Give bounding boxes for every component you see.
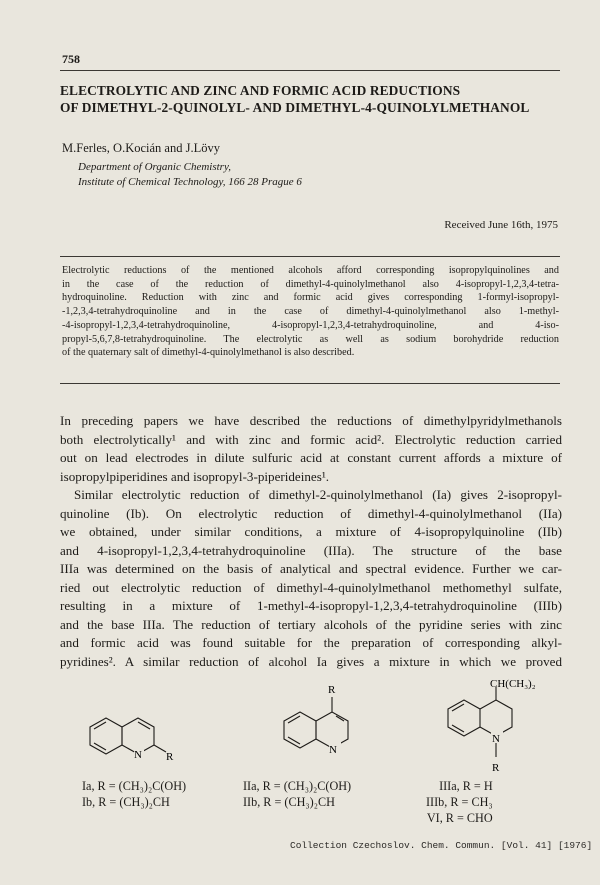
structure-label-line: IIIb, R = CH₃ [426, 795, 493, 809]
structure-quinoline-2 [80, 705, 190, 775]
abstract-line: -1,2,3,4-tetrahydroquinoline and in the case of dimethyl-4-quinolylmethanol also 1-methyl- [62, 306, 559, 318]
structure-label-line: IIIa, R = H [439, 779, 493, 793]
body-line: both electrolytically¹ and with zinc and formic acid². Electrolytic reduction carried [60, 431, 562, 447]
body-line: pyridines². A similar reduction of alcohol Ia gives a mixture in which we proved [60, 653, 562, 669]
structure-quinoline-4 [278, 681, 368, 771]
structure-label [82, 778, 186, 810]
structure-label-line: IIa, R = (CH₃)₂C(OH) [243, 779, 352, 793]
body-line: and formic acid was found suitable for the preparation of corresponding alkyl- [60, 635, 562, 650]
body-line: and the base IIIa. The reduction of tertiary alcohols of the pyridine series with zinc [60, 616, 562, 632]
title-line-2: OF DIMETHYL-2-QUINOLYL- AND DIMETHYL-4-QUINOLYLMETHANOL [60, 100, 530, 115]
affiliation-line-2: Institute of Chemical Technology, 166 28 Prague 6 [78, 176, 302, 188]
body-line: In preceding papers we have described the reductions of dimethylpyridylmethanols [60, 413, 562, 428]
abstract-line: propyl-5,6,7,8-tetrahydroquinoline. The electrolytic as well as sodium borohydride reduction [62, 333, 559, 345]
abstract-line: Electrolytic reductions of the mentioned alcohols afford corresponding isopropylquinolines and [62, 265, 559, 276]
body-line: isopropylpiperidines and isopropyl-3-piperideines¹. [60, 468, 330, 484]
abstract-line: in the case of the reduction of dimethyl-4-quinolylmethanol also 4-isopropyl-1,2,3,4-tetra- [62, 278, 559, 290]
article-title [60, 82, 570, 116]
body-line: Similar electrolytic reduction of dimethyl-2-quinolylmethanol (Ia) gives 2-isopropyl- [74, 487, 562, 502]
nitrogen-label: N [134, 749, 142, 761]
nitrogen-label: N [492, 733, 500, 745]
structure-tetrahydroquinoline [436, 675, 566, 777]
authors: M.Ferles, O.Kocián and J.Lövy [62, 141, 220, 155]
structure-label-line: Ib, R = (CH₃)₂CH [82, 795, 170, 809]
journal-footer: Collection Czechoslov. Chem. Commun. [Vol. 41] [1976] [290, 840, 593, 851]
body-line: out on lead electrodes in dilute sulfuric acid at constant current affords a mixture of [60, 450, 562, 465]
received-date: Received June 16th, 1975 [444, 219, 558, 231]
body-line: quinoline (Ib). On electrolytic reduction of dimethyl-4-quinolylmethanol (IIa) [60, 505, 562, 521]
body-line: and 4-isopropyl-1,2,3,4-tetrahydroquinoline (IIIa). The structure of the base [60, 542, 562, 558]
isopropyl-label: CH(CH₃)₂ [490, 678, 536, 690]
header-rule [60, 70, 560, 71]
affiliation [78, 160, 302, 190]
abstract-line: of the quaternary salt of dimethyl-4-quinolylmethanol is also described. [62, 347, 355, 359]
r-label: R [328, 684, 336, 696]
affiliation-line-1: Department of Organic Chemistry, [78, 161, 231, 173]
abstract [62, 264, 559, 360]
title-line-1: ELECTROLYTIC AND ZINC AND FORMIC ACID REDUCTIONS [60, 83, 461, 98]
structure-label-line: VI, R = CHO [426, 811, 493, 825]
body-line: resulting in a mixture of 1-methyl-4-isopropyl-1,2,3,4-tetrahydroquinoline (IIIb) [60, 598, 562, 613]
r-label: R [492, 762, 500, 774]
structure-label-line: IIb, R = (CH₃)₂CH [243, 795, 335, 809]
structure-label [243, 778, 351, 810]
body-text [60, 412, 562, 671]
body-line: IIIa was determined on the basis of analytical and spectral evidence. Further we car- [60, 561, 562, 576]
body-line: ried out electrolytic reduction of dimethyl-4-quinolylmethanol methomethyl sulfate, [60, 579, 562, 595]
page-number: 758 [62, 52, 80, 66]
abstract-line: hydroquinoline. Reduction with zinc and formic acid gives corresponding 1-formyl-isopropyl- [62, 292, 559, 304]
abstract-rule-top [60, 256, 560, 257]
nitrogen-label: N [329, 744, 337, 756]
abstract-line: -4-isopropyl-1,2,3,4-tetrahydroquinoline, 4-isopropyl-1,2,3,4-tetrahydroquinoline, and 4-iso- [62, 319, 559, 331]
abstract-rule-bottom [60, 383, 560, 384]
body-line: we obtained, under similar conditions, a mixture of 4-isopropylquinoline (IIb) [60, 524, 562, 539]
structure-label-line: Ia, R = (CH₃)₂C(OH) [82, 779, 187, 793]
structure-label [426, 778, 493, 826]
r-label: R [166, 751, 174, 763]
chemical-structures [60, 675, 570, 835]
